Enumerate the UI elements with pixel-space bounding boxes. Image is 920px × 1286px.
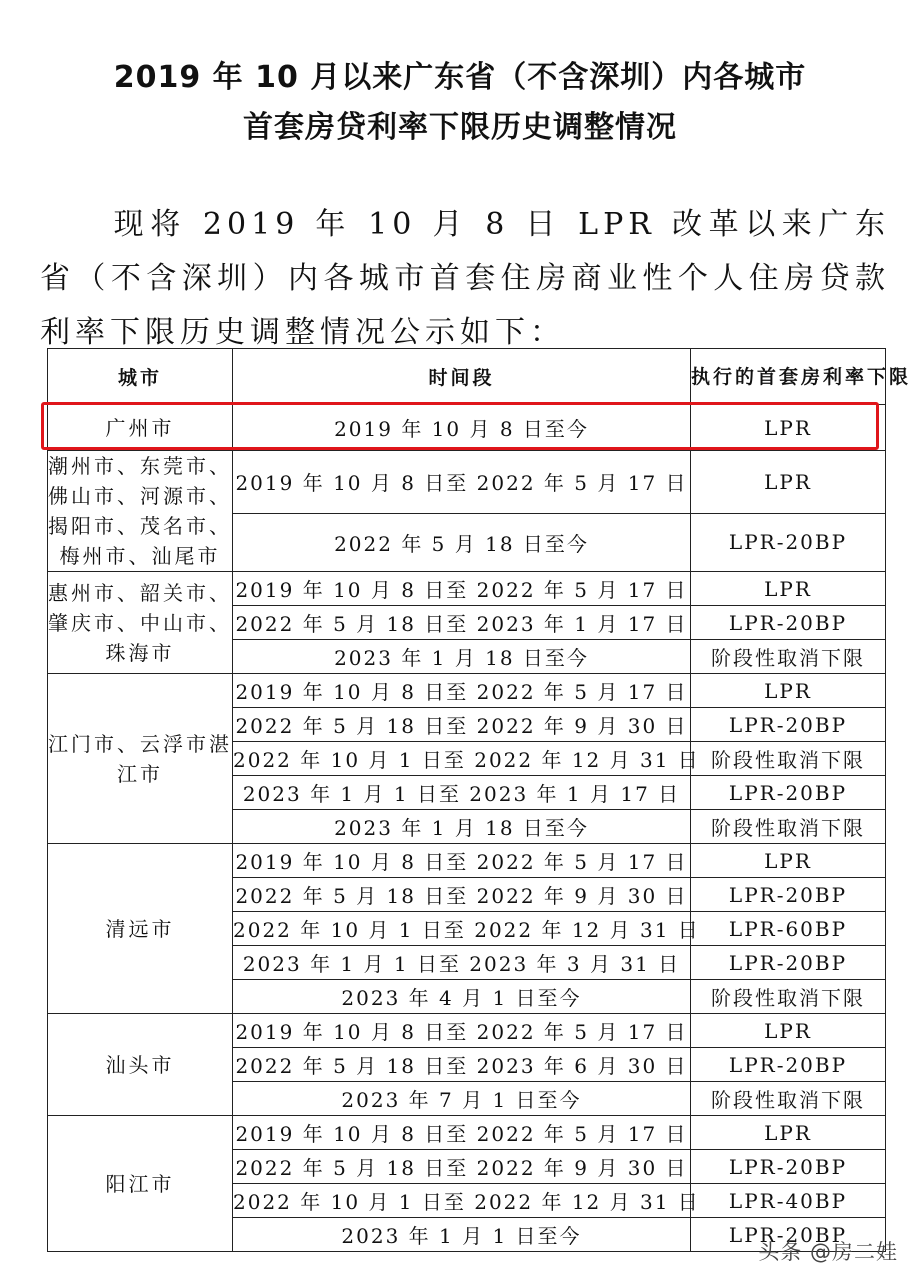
table-row: [48, 844, 886, 878]
document-title-line-1: 2019 年 10 月以来广东省（不含深圳）内各城市: [113, 60, 807, 95]
period-cell: 2019 年 10 月 8 日至今: [233, 405, 691, 451]
city-cell: 江门市、云浮市湛江市: [48, 674, 233, 844]
table-row: [48, 674, 886, 708]
intro-text: 现将 2019 年 10 月 8 日 LPR 改革以来广东省（不含深圳）内各城市首套住房商业性个人住房贷款利率下限历史调整情况公示如下：: [40, 207, 890, 350]
period-cell: 2019 年 10 月 8 日至 2022 年 5 月 17 日: [233, 451, 691, 514]
guangzhou-highlight-box: [41, 402, 879, 450]
period-cell: 2022 年 10 月 1 日至 2022 年 12 月 31 日: [233, 742, 691, 776]
period-cell: 2022 年 5 月 18 日至 2023 年 6 月 30 日: [233, 1048, 691, 1082]
city-cell: 惠州市、韶关市、肇庆市、中山市、珠海市: [48, 572, 233, 674]
period-cell: 2019 年 10 月 8 日至 2022 年 5 月 17 日: [233, 1014, 691, 1048]
rate-cell: LPR-40BP: [691, 1184, 886, 1218]
rate-cell: LPR-20BP: [691, 606, 886, 640]
period-cell: 2023 年 1 月 18 日至今: [233, 810, 691, 844]
rate-cell: LPR: [691, 844, 886, 878]
rate-cell: 阶段性取消下限: [691, 810, 886, 844]
rate-cell: LPR: [691, 1116, 886, 1150]
rate-cell: LPR-20BP: [691, 1218, 886, 1252]
rate-cell: 阶段性取消下限: [691, 742, 886, 776]
period-cell: 2023 年 7 月 1 日至今: [233, 1082, 691, 1116]
period-cell: 2022 年 5 月 18 日至今: [233, 513, 691, 571]
period-cell: 2023 年 1 月 1 日至 2023 年 3 月 31 日: [233, 946, 691, 980]
table-row: [48, 572, 886, 606]
rate-cell: LPR-20BP: [691, 1048, 886, 1082]
period-cell: 2022 年 5 月 18 日至 2022 年 9 月 30 日: [233, 1150, 691, 1184]
period-cell: 2023 年 1 月 18 日至今: [233, 640, 691, 674]
header-period: 时间段: [233, 349, 691, 405]
period-cell: 2022 年 5 月 18 日至 2023 年 1 月 17 日: [233, 606, 691, 640]
period-cell: 2022 年 10 月 1 日至 2022 年 12 月 31 日: [233, 912, 691, 946]
city-cell: 清远市: [48, 844, 233, 1014]
period-cell: 2023 年 4 月 1 日至今: [233, 980, 691, 1014]
table-row: [48, 1116, 886, 1150]
document-title-line-2: 首套房贷利率下限历史调整情况: [243, 110, 677, 145]
header-rate: 执行的首套房利率下限: [691, 349, 886, 405]
rate-cell: 阶段性取消下限: [691, 640, 886, 674]
table-row: [48, 1014, 886, 1048]
period-cell: 2022 年 5 月 18 日至 2022 年 9 月 30 日: [233, 878, 691, 912]
period-cell: 2022 年 5 月 18 日至 2022 年 9 月 30 日: [233, 708, 691, 742]
header-city: 城市: [48, 349, 233, 405]
rate-cell: LPR-20BP: [691, 513, 886, 571]
city-cell: 广州市: [48, 405, 233, 451]
rate-cell: 阶段性取消下限: [691, 980, 886, 1014]
period-cell: 2023 年 1 月 1 日至今: [233, 1218, 691, 1252]
rate-cell: LPR: [691, 1014, 886, 1048]
rate-cell: LPR: [691, 451, 886, 514]
watermark: 头条 @房二娃: [758, 1240, 898, 1264]
rate-cell: LPR: [691, 405, 886, 451]
intro-paragraph: [40, 198, 890, 360]
rate-cell: LPR: [691, 674, 886, 708]
period-cell: 2022 年 10 月 1 日至 2022 年 12 月 31 日: [233, 1184, 691, 1218]
period-cell: 2019 年 10 月 8 日至 2022 年 5 月 17 日: [233, 572, 691, 606]
period-cell: 2023 年 1 月 1 日至 2023 年 1 月 17 日: [233, 776, 691, 810]
rate-cell: LPR-20BP: [691, 878, 886, 912]
rate-cell: LPR-20BP: [691, 776, 886, 810]
city-cell: 阳江市: [48, 1116, 233, 1252]
rate-cell: 阶段性取消下限: [691, 1082, 886, 1116]
period-cell: 2019 年 10 月 8 日至 2022 年 5 月 17 日: [233, 674, 691, 708]
rate-cell: LPR: [691, 572, 886, 606]
table-body: [48, 405, 886, 1252]
city-cell: 汕头市: [48, 1014, 233, 1116]
city-cell: 潮州市、东莞市、佛山市、河源市、揭阳市、茂名市、梅州市、汕尾市: [48, 451, 233, 572]
rate-cell: LPR-20BP: [691, 708, 886, 742]
period-cell: 2019 年 10 月 8 日至 2022 年 5 月 17 日: [233, 1116, 691, 1150]
period-cell: 2019 年 10 月 8 日至 2022 年 5 月 17 日: [233, 844, 691, 878]
table-row: [48, 451, 886, 514]
rate-cell: LPR-20BP: [691, 946, 886, 980]
rate-cell: LPR-60BP: [691, 912, 886, 946]
rate-cell: LPR-20BP: [691, 1150, 886, 1184]
table-header-row: [48, 349, 886, 405]
